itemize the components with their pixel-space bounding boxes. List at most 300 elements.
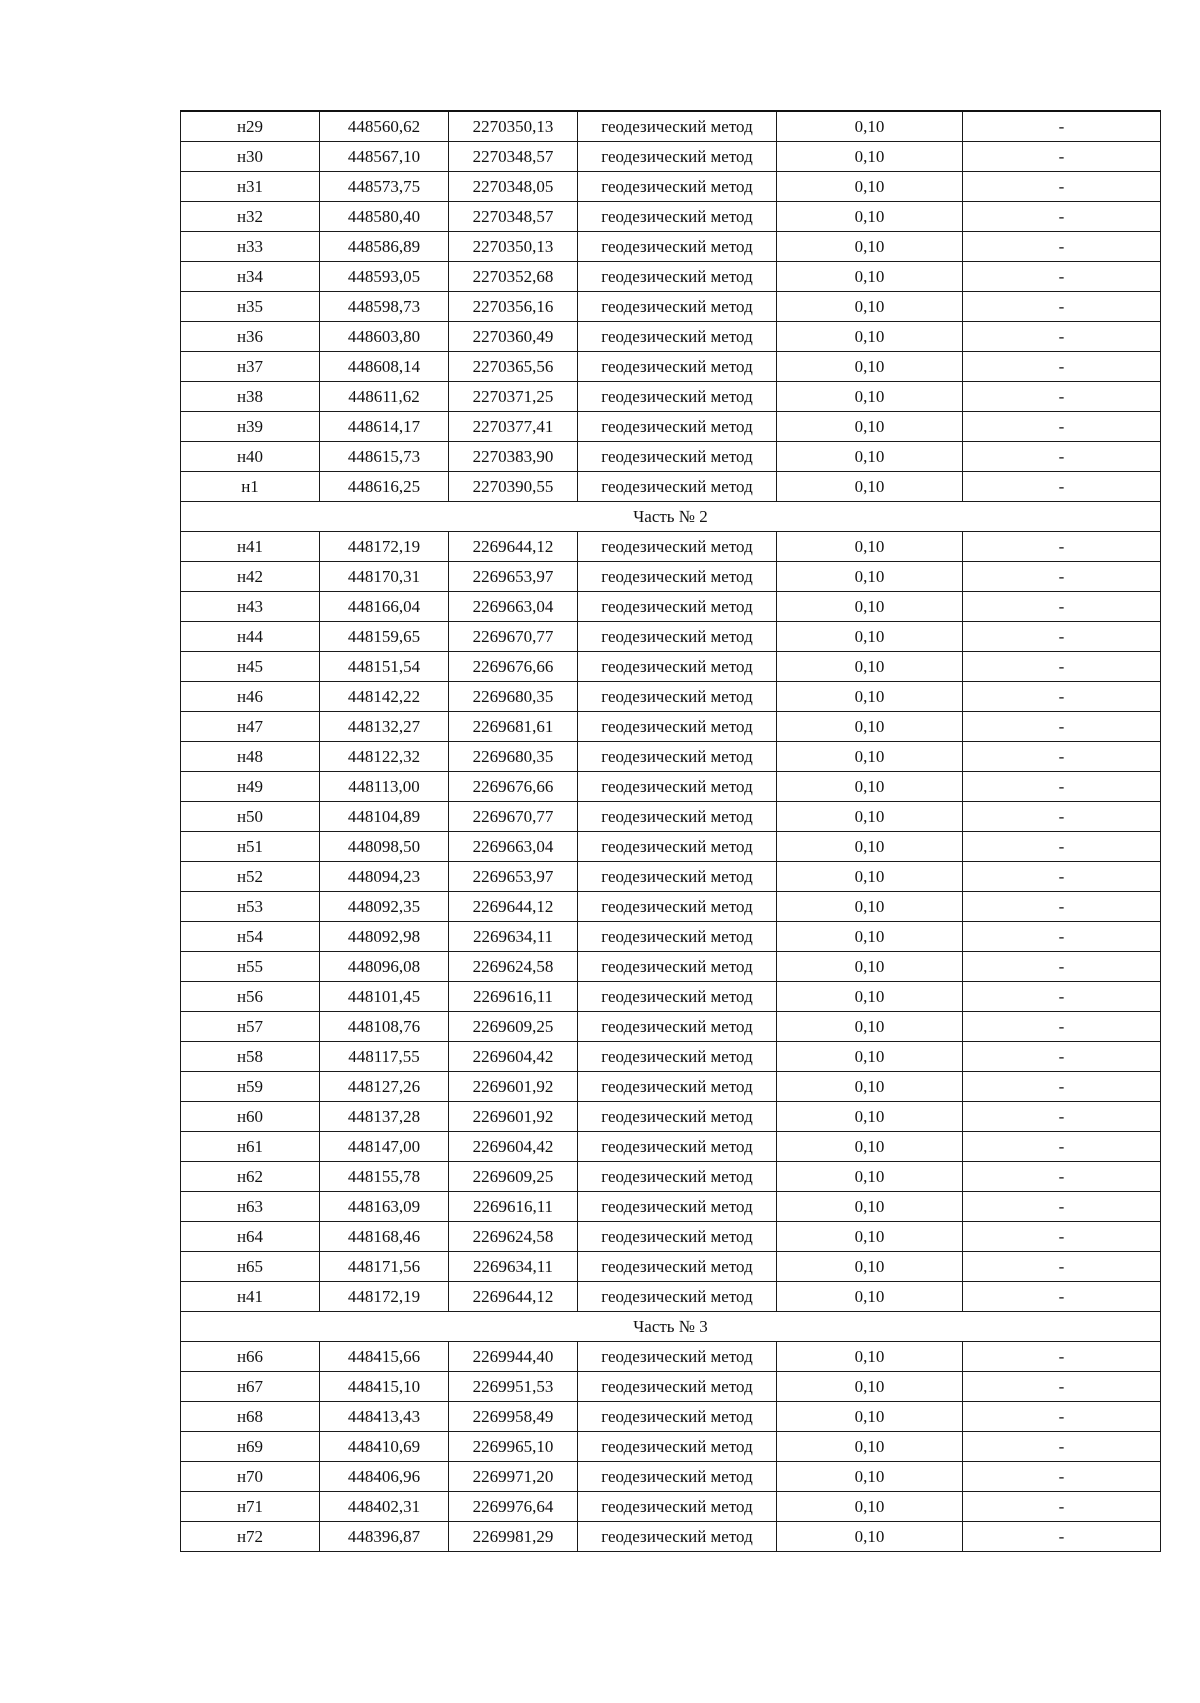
point-cell: н71 [181,1492,320,1522]
note-cell: - [963,412,1161,442]
x-coordinate-cell: 448170,31 [320,562,449,592]
accuracy-cell: 0,10 [777,1432,963,1462]
x-coordinate-cell: 448092,35 [320,892,449,922]
y-coordinate-cell: 2269609,25 [449,1162,578,1192]
table-row [181,1522,1161,1552]
table-row [181,1402,1161,1432]
note-cell: - [963,802,1161,832]
table-row [181,862,1161,892]
point-cell: н40 [181,442,320,472]
table-row [181,982,1161,1012]
point-cell: н41 [181,532,320,562]
method-cell: геодезический метод [578,472,777,502]
y-coordinate-cell: 2270390,55 [449,472,578,502]
table-row [181,1132,1161,1162]
note-cell: - [963,532,1161,562]
point-cell: н36 [181,322,320,352]
point-cell: н66 [181,1342,320,1372]
method-cell: геодезический метод [578,202,777,232]
x-coordinate-cell: 448159,65 [320,622,449,652]
y-coordinate-cell: 2270352,68 [449,262,578,292]
note-cell: - [963,682,1161,712]
accuracy-cell: 0,10 [777,742,963,772]
y-coordinate-cell: 2270360,49 [449,322,578,352]
point-cell: н59 [181,1072,320,1102]
note-cell: - [963,832,1161,862]
method-cell: геодезический метод [578,892,777,922]
x-coordinate-cell: 448098,50 [320,832,449,862]
y-coordinate-cell: 2269644,12 [449,892,578,922]
x-coordinate-cell: 448415,10 [320,1372,449,1402]
accuracy-cell: 0,10 [777,532,963,562]
x-coordinate-cell: 448615,73 [320,442,449,472]
note-cell: - [963,742,1161,772]
method-cell: геодезический метод [578,1252,777,1282]
y-coordinate-cell: 2269976,64 [449,1492,578,1522]
note-cell: - [963,952,1161,982]
accuracy-cell: 0,10 [777,1162,963,1192]
accuracy-cell: 0,10 [777,142,963,172]
method-cell: геодезический метод [578,532,777,562]
method-cell: геодезический метод [578,1012,777,1042]
table-row [181,802,1161,832]
x-coordinate-cell: 448122,32 [320,742,449,772]
table-row [181,592,1161,622]
table-row [181,622,1161,652]
y-coordinate-cell: 2269653,97 [449,862,578,892]
accuracy-cell: 0,10 [777,472,963,502]
accuracy-cell: 0,10 [777,1072,963,1102]
x-coordinate-cell: 448155,78 [320,1162,449,1192]
accuracy-cell: 0,10 [777,562,963,592]
method-cell: геодезический метод [578,1042,777,1072]
accuracy-cell: 0,10 [777,772,963,802]
accuracy-cell: 0,10 [777,322,963,352]
note-cell: - [963,1252,1161,1282]
y-coordinate-cell: 2269624,58 [449,952,578,982]
method-cell: геодезический метод [578,1492,777,1522]
table-row [181,1192,1161,1222]
point-cell: н68 [181,1402,320,1432]
point-cell: н52 [181,862,320,892]
x-coordinate-cell: 448586,89 [320,232,449,262]
x-coordinate-cell: 448108,76 [320,1012,449,1042]
x-coordinate-cell: 448406,96 [320,1462,449,1492]
accuracy-cell: 0,10 [777,862,963,892]
coordinates-table [180,110,1161,1552]
point-cell: н64 [181,1222,320,1252]
x-coordinate-cell: 448104,89 [320,802,449,832]
note-cell: - [963,322,1161,352]
note-cell: - [963,1492,1161,1522]
note-cell: - [963,382,1161,412]
x-coordinate-cell: 448573,75 [320,172,449,202]
y-coordinate-cell: 2269604,42 [449,1132,578,1162]
y-coordinate-cell: 2270356,16 [449,292,578,322]
note-cell: - [963,1132,1161,1162]
y-coordinate-cell: 2269663,04 [449,832,578,862]
method-cell: геодезический метод [578,1402,777,1432]
table-row [181,1222,1161,1252]
table-row [181,772,1161,802]
accuracy-cell: 0,10 [777,802,963,832]
table-row [181,172,1161,202]
note-cell: - [963,1102,1161,1132]
table-row [181,892,1161,922]
method-cell: геодезический метод [578,1132,777,1162]
x-coordinate-cell: 448094,23 [320,862,449,892]
point-cell: н29 [181,111,320,142]
y-coordinate-cell: 2269676,66 [449,652,578,682]
x-coordinate-cell: 448168,46 [320,1222,449,1252]
point-cell: н62 [181,1162,320,1192]
point-cell: н60 [181,1102,320,1132]
method-cell: геодезический метод [578,742,777,772]
method-cell: геодезический метод [578,712,777,742]
table-row [181,1342,1161,1372]
y-coordinate-cell: 2270350,13 [449,111,578,142]
note-cell: - [963,352,1161,382]
point-cell: н69 [181,1432,320,1462]
note-cell: - [963,1432,1161,1462]
table-row [181,472,1161,502]
accuracy-cell: 0,10 [777,172,963,202]
accuracy-cell: 0,10 [777,292,963,322]
method-cell: геодезический метод [578,1102,777,1132]
accuracy-cell: 0,10 [777,1402,963,1432]
note-cell: - [963,1372,1161,1402]
point-cell: н31 [181,172,320,202]
x-coordinate-cell: 448113,00 [320,772,449,802]
method-cell: геодезический метод [578,382,777,412]
note-cell: - [963,1522,1161,1552]
accuracy-cell: 0,10 [777,1462,963,1492]
method-cell: геодезический метод [578,292,777,322]
y-coordinate-cell: 2269663,04 [449,592,578,622]
note-cell: - [963,1042,1161,1072]
method-cell: геодезический метод [578,982,777,1012]
table-row [181,952,1161,982]
x-coordinate-cell: 448101,45 [320,982,449,1012]
y-coordinate-cell: 2269676,66 [449,772,578,802]
method-cell: геодезический метод [578,862,777,892]
y-coordinate-cell: 2269644,12 [449,532,578,562]
method-cell: геодезический метод [578,1432,777,1462]
method-cell: геодезический метод [578,352,777,382]
point-cell: н54 [181,922,320,952]
method-cell: геодезический метод [578,952,777,982]
x-coordinate-cell: 448132,27 [320,712,449,742]
table-row [181,652,1161,682]
table-row [181,202,1161,232]
x-coordinate-cell: 448096,08 [320,952,449,982]
x-coordinate-cell: 448410,69 [320,1432,449,1462]
x-coordinate-cell: 448598,73 [320,292,449,322]
point-cell: н30 [181,142,320,172]
point-cell: н42 [181,562,320,592]
method-cell: геодезический метод [578,1342,777,1372]
y-coordinate-cell: 2270365,56 [449,352,578,382]
method-cell: геодезический метод [578,802,777,832]
accuracy-cell: 0,10 [777,382,963,412]
point-cell: н43 [181,592,320,622]
method-cell: геодезический метод [578,412,777,442]
accuracy-cell: 0,10 [777,832,963,862]
x-coordinate-cell: 448614,17 [320,412,449,442]
x-coordinate-cell: 448616,25 [320,472,449,502]
y-coordinate-cell: 2270350,13 [449,232,578,262]
method-cell: геодезический метод [578,111,777,142]
table-row [181,232,1161,262]
table-row [181,1432,1161,1462]
x-coordinate-cell: 448396,87 [320,1522,449,1552]
accuracy-cell: 0,10 [777,262,963,292]
y-coordinate-cell: 2269634,11 [449,922,578,952]
method-cell: геодезический метод [578,1162,777,1192]
y-coordinate-cell: 2269601,92 [449,1072,578,1102]
note-cell: - [963,1402,1161,1432]
point-cell: н46 [181,682,320,712]
note-cell: - [963,262,1161,292]
x-coordinate-cell: 448147,00 [320,1132,449,1162]
method-cell: геодезический метод [578,442,777,472]
section-header-row [181,502,1161,532]
table-row [181,922,1161,952]
y-coordinate-cell: 2269944,40 [449,1342,578,1372]
point-cell: н34 [181,262,320,292]
accuracy-cell: 0,10 [777,1252,963,1282]
method-cell: геодезический метод [578,1522,777,1552]
accuracy-cell: 0,10 [777,1222,963,1252]
note-cell: - [963,922,1161,952]
note-cell: - [963,1282,1161,1312]
table-row [181,382,1161,412]
accuracy-cell: 0,10 [777,712,963,742]
point-cell: н48 [181,742,320,772]
section-header-row [181,1312,1161,1342]
accuracy-cell: 0,10 [777,622,963,652]
table-row [181,1162,1161,1192]
y-coordinate-cell: 2269616,11 [449,982,578,1012]
note-cell: - [963,1192,1161,1222]
method-cell: геодезический метод [578,262,777,292]
accuracy-cell: 0,10 [777,1522,963,1552]
note-cell: - [963,111,1161,142]
method-cell: геодезический метод [578,592,777,622]
point-cell: н56 [181,982,320,1012]
accuracy-cell: 0,10 [777,1102,963,1132]
table-row [181,352,1161,382]
table-row [181,1282,1161,1312]
point-cell: н33 [181,232,320,262]
point-cell: н58 [181,1042,320,1072]
table-row [181,412,1161,442]
point-cell: н50 [181,802,320,832]
table-row [181,562,1161,592]
x-coordinate-cell: 448402,31 [320,1492,449,1522]
note-cell: - [963,172,1161,202]
note-cell: - [963,1462,1161,1492]
accuracy-cell: 0,10 [777,352,963,382]
method-cell: геодезический метод [578,172,777,202]
note-cell: - [963,472,1161,502]
table-row [181,1492,1161,1522]
point-cell: н39 [181,412,320,442]
note-cell: - [963,712,1161,742]
note-cell: - [963,892,1161,922]
point-cell: н38 [181,382,320,412]
note-cell: - [963,592,1161,622]
y-coordinate-cell: 2269971,20 [449,1462,578,1492]
point-cell: н65 [181,1252,320,1282]
table-row [181,292,1161,322]
note-cell: - [963,652,1161,682]
table-row [181,1102,1161,1132]
x-coordinate-cell: 448413,43 [320,1402,449,1432]
y-coordinate-cell: 2269965,10 [449,1432,578,1462]
note-cell: - [963,982,1161,1012]
table-row [181,1012,1161,1042]
x-coordinate-cell: 448092,98 [320,922,449,952]
accuracy-cell: 0,10 [777,682,963,712]
x-coordinate-cell: 448611,62 [320,382,449,412]
table-row [181,532,1161,562]
point-cell: н61 [181,1132,320,1162]
y-coordinate-cell: 2270383,90 [449,442,578,472]
table-row [181,322,1161,352]
table-row [181,1072,1161,1102]
note-cell: - [963,202,1161,232]
y-coordinate-cell: 2270377,41 [449,412,578,442]
point-cell: н53 [181,892,320,922]
y-coordinate-cell: 2269670,77 [449,802,578,832]
method-cell: геодезический метод [578,1282,777,1312]
accuracy-cell: 0,10 [777,1192,963,1222]
method-cell: геодезический метод [578,232,777,262]
accuracy-cell: 0,10 [777,892,963,922]
y-coordinate-cell: 2269680,35 [449,682,578,712]
x-coordinate-cell: 448580,40 [320,202,449,232]
section-title: Часть № 3 [181,1312,1161,1342]
accuracy-cell: 0,10 [777,592,963,622]
x-coordinate-cell: 448137,28 [320,1102,449,1132]
point-cell: н70 [181,1462,320,1492]
table-row [181,142,1161,172]
x-coordinate-cell: 448593,05 [320,262,449,292]
point-cell: н49 [181,772,320,802]
accuracy-cell: 0,10 [777,202,963,232]
y-coordinate-cell: 2269624,58 [449,1222,578,1252]
x-coordinate-cell: 448567,10 [320,142,449,172]
note-cell: - [963,1222,1161,1252]
y-coordinate-cell: 2269951,53 [449,1372,578,1402]
y-coordinate-cell: 2269644,12 [449,1282,578,1312]
accuracy-cell: 0,10 [777,1372,963,1402]
method-cell: геодезический метод [578,1372,777,1402]
y-coordinate-cell: 2269670,77 [449,622,578,652]
accuracy-cell: 0,10 [777,1042,963,1072]
y-coordinate-cell: 2270348,05 [449,172,578,202]
table-body [181,111,1161,1552]
table-row [181,1462,1161,1492]
y-coordinate-cell: 2269616,11 [449,1192,578,1222]
point-cell: н67 [181,1372,320,1402]
y-coordinate-cell: 2269681,61 [449,712,578,742]
point-cell: н55 [181,952,320,982]
table-row [181,712,1161,742]
point-cell: н35 [181,292,320,322]
point-cell: н44 [181,622,320,652]
y-coordinate-cell: 2269609,25 [449,1012,578,1042]
accuracy-cell: 0,10 [777,1012,963,1042]
point-cell: н45 [181,652,320,682]
method-cell: геодезический метод [578,622,777,652]
table-row [181,111,1161,142]
accuracy-cell: 0,10 [777,1132,963,1162]
accuracy-cell: 0,10 [777,1282,963,1312]
point-cell: н1 [181,472,320,502]
accuracy-cell: 0,10 [777,1492,963,1522]
method-cell: геодезический метод [578,322,777,352]
table-row [181,832,1161,862]
note-cell: - [963,142,1161,172]
table-row [181,1042,1161,1072]
method-cell: геодезический метод [578,1462,777,1492]
table-row [181,262,1161,292]
note-cell: - [963,862,1161,892]
point-cell: н63 [181,1192,320,1222]
note-cell: - [963,232,1161,262]
point-cell: н41 [181,1282,320,1312]
x-coordinate-cell: 448117,55 [320,1042,449,1072]
y-coordinate-cell: 2269634,11 [449,1252,578,1282]
x-coordinate-cell: 448151,54 [320,652,449,682]
note-cell: - [963,442,1161,472]
table-row [181,1252,1161,1282]
y-coordinate-cell: 2270348,57 [449,202,578,232]
method-cell: геодезический метод [578,562,777,592]
x-coordinate-cell: 448171,56 [320,1252,449,1282]
method-cell: геодезический метод [578,832,777,862]
point-cell: н72 [181,1522,320,1552]
note-cell: - [963,1342,1161,1372]
accuracy-cell: 0,10 [777,412,963,442]
x-coordinate-cell: 448163,09 [320,1192,449,1222]
method-cell: геодезический метод [578,682,777,712]
y-coordinate-cell: 2270348,57 [449,142,578,172]
accuracy-cell: 0,10 [777,952,963,982]
accuracy-cell: 0,10 [777,652,963,682]
y-coordinate-cell: 2269981,29 [449,1522,578,1552]
x-coordinate-cell: 448166,04 [320,592,449,622]
point-cell: н32 [181,202,320,232]
table-row [181,682,1161,712]
method-cell: геодезический метод [578,772,777,802]
point-cell: н57 [181,1012,320,1042]
accuracy-cell: 0,10 [777,1342,963,1372]
x-coordinate-cell: 448415,66 [320,1342,449,1372]
point-cell: н37 [181,352,320,382]
note-cell: - [963,1072,1161,1102]
method-cell: геодезический метод [578,1072,777,1102]
note-cell: - [963,622,1161,652]
y-coordinate-cell: 2269601,92 [449,1102,578,1132]
x-coordinate-cell: 448603,80 [320,322,449,352]
accuracy-cell: 0,10 [777,232,963,262]
x-coordinate-cell: 448560,62 [320,111,449,142]
note-cell: - [963,1012,1161,1042]
accuracy-cell: 0,10 [777,442,963,472]
